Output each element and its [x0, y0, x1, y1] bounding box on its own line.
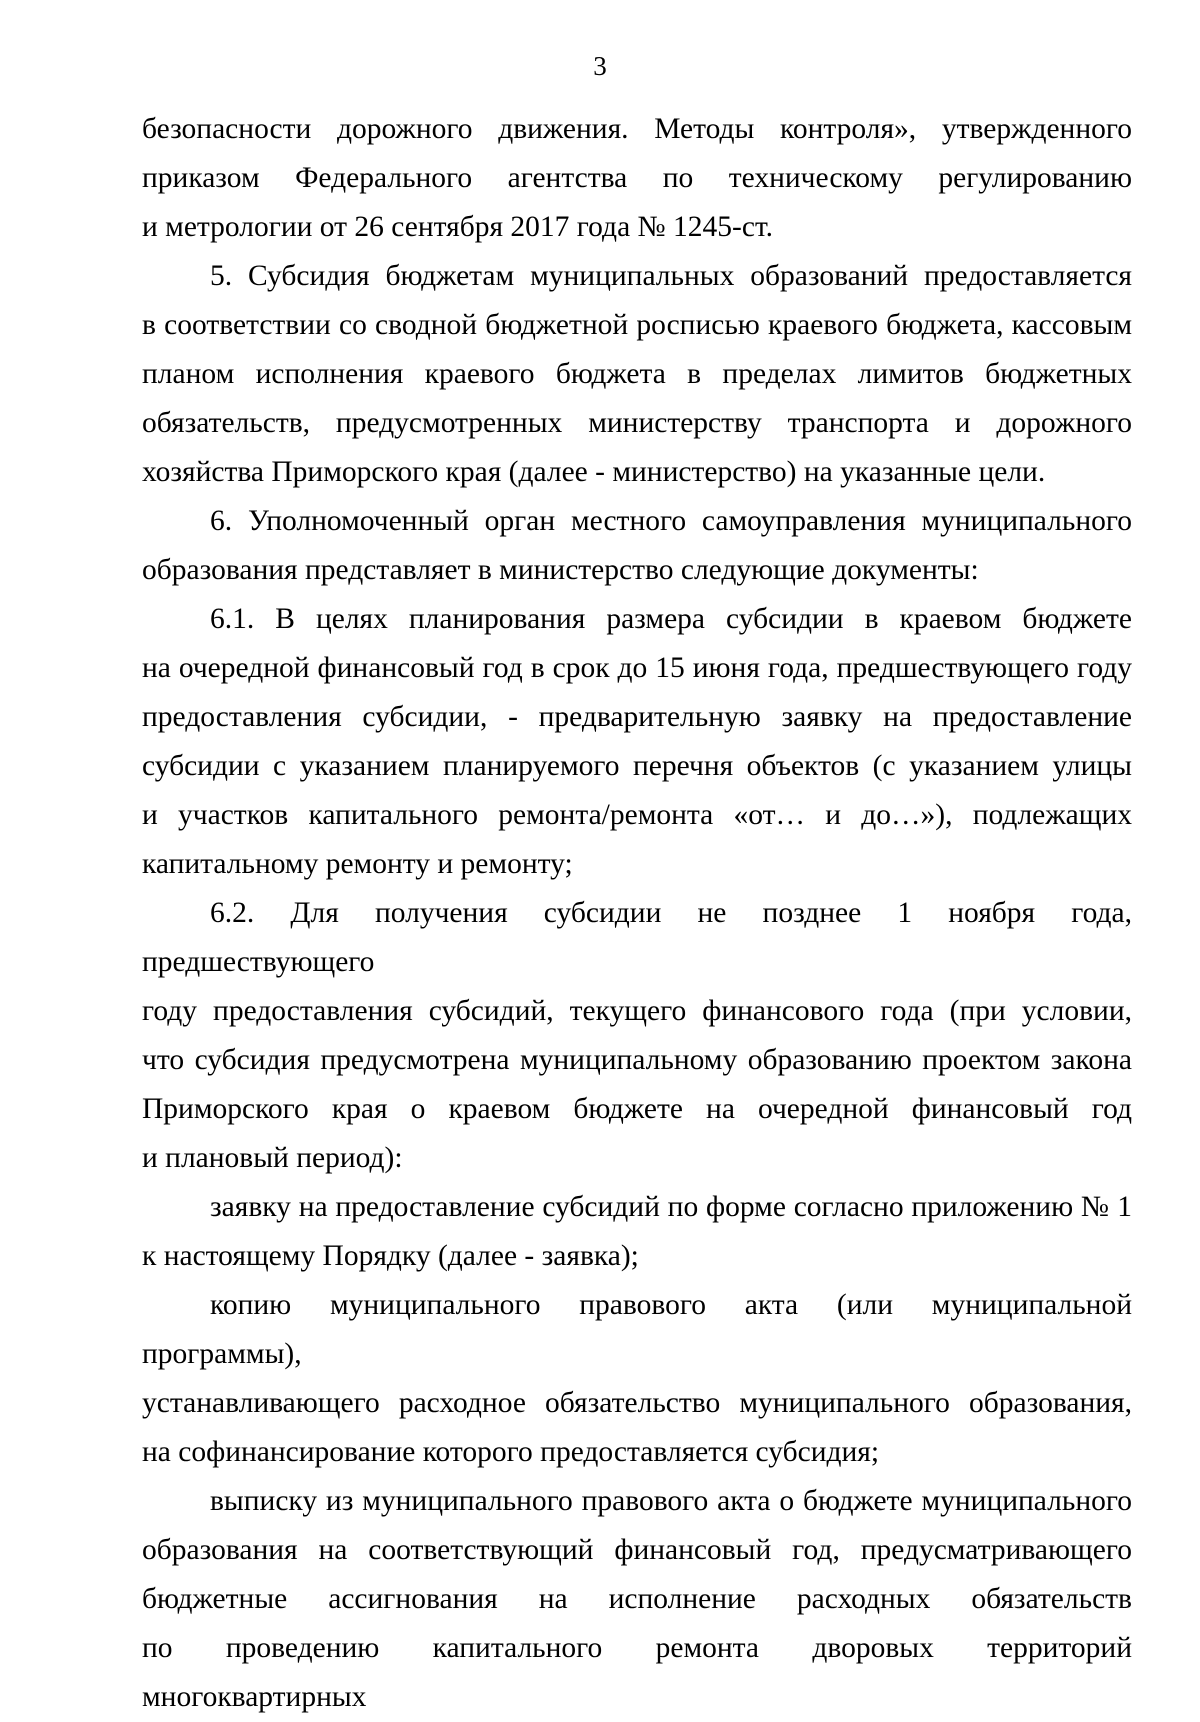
text-line: году предоставления субсидий, текущего финансового года (при условии, [142, 995, 1132, 1027]
text-line: хозяйства Приморского края (далее - министерство) на указанные цели. [142, 456, 1046, 488]
text-line: и метрологии от 26 сентября 2017 года № 1245-ст. [142, 211, 774, 243]
text-line: обязательств, предусмотренных министерству транспорта и дорожного [142, 407, 1132, 439]
text-line: бюджетные ассигнования на исполнение расходных обязательств [142, 1583, 1132, 1615]
paragraph-item-application [142, 1183, 1132, 1281]
text-line: к настоящему Порядку (далее - заявка); [142, 1240, 639, 1272]
text-line: Приморского края о краевом бюджете на очередной финансовый год [142, 1093, 1132, 1125]
text-line: 6.2. Для получения субсидии не позднее 1 ноября года, предшествующего [142, 897, 1132, 978]
text-line: 6. Уполномоченный орган местного самоуправления муниципального [210, 505, 1132, 537]
text-line: копию муниципального правового акта (или муниципальной программы), [142, 1289, 1132, 1370]
paragraph-p5 [142, 252, 1132, 497]
document-body [142, 105, 1132, 1722]
paragraph-item-copy [142, 1281, 1132, 1477]
text-line: и участков капитального ремонта/ремонта «от… и до…»), подлежащих [142, 799, 1132, 831]
text-line: что субсидия предусмотрена муниципальному образованию проектом закона [142, 1044, 1132, 1076]
page-number: 3 [593, 51, 607, 81]
text-line: приказом Федерального агентства по техническому регулированию [142, 162, 1132, 194]
text-line: заявку на предоставление субсидий по форме согласно приложению № 1 [210, 1191, 1132, 1223]
text-line: образования на соответствующий финансовый год, предусматривающего [142, 1534, 1132, 1566]
paragraph-cont [142, 105, 1132, 252]
text-line: планом исполнения краевого бюджета в пределах лимитов бюджетных [142, 358, 1132, 390]
text-line: безопасности дорожного движения. Методы контроля», утвержденного [142, 113, 1132, 145]
text-line: и плановый период): [142, 1142, 403, 1174]
text-line: 5. Субсидия бюджетам муниципальных образований предоставляется [210, 260, 1132, 292]
text-line: 6.1. В целях планирования размера субсидии в краевом бюджете [210, 603, 1132, 635]
text-line: капитальному ремонту и ремонту; [142, 848, 573, 880]
paragraph-p6-2 [142, 889, 1132, 1183]
text-line: предоставления субсидии, - предварительную заявку на предоставление [142, 701, 1132, 733]
text-line: устанавливающего расходное обязательство муниципального образования, [142, 1387, 1132, 1419]
text-line: на софинансирование которого предоставляется субсидия; [142, 1436, 880, 1468]
paragraph-p6 [142, 497, 1132, 595]
text-line: в соответствии со сводной бюджетной росписью краевого бюджета, кассовым [142, 309, 1132, 341]
text-line: по проведению капитального ремонта дворовых территорий многоквартирных [142, 1632, 1132, 1713]
text-line: на очередной финансовый год в срок до 15 июня года, предшествующего году [142, 652, 1132, 684]
paragraph-p6-1 [142, 595, 1132, 889]
text-line: субсидии с указанием планируемого перечня объектов (с указанием улицы [142, 750, 1132, 782]
paragraph-item-extract [142, 1477, 1132, 1722]
text-line: образования представляет в министерство следующие документы: [142, 554, 979, 586]
text-line: выписку из муниципального правового акта о бюджете муниципального [210, 1485, 1132, 1517]
